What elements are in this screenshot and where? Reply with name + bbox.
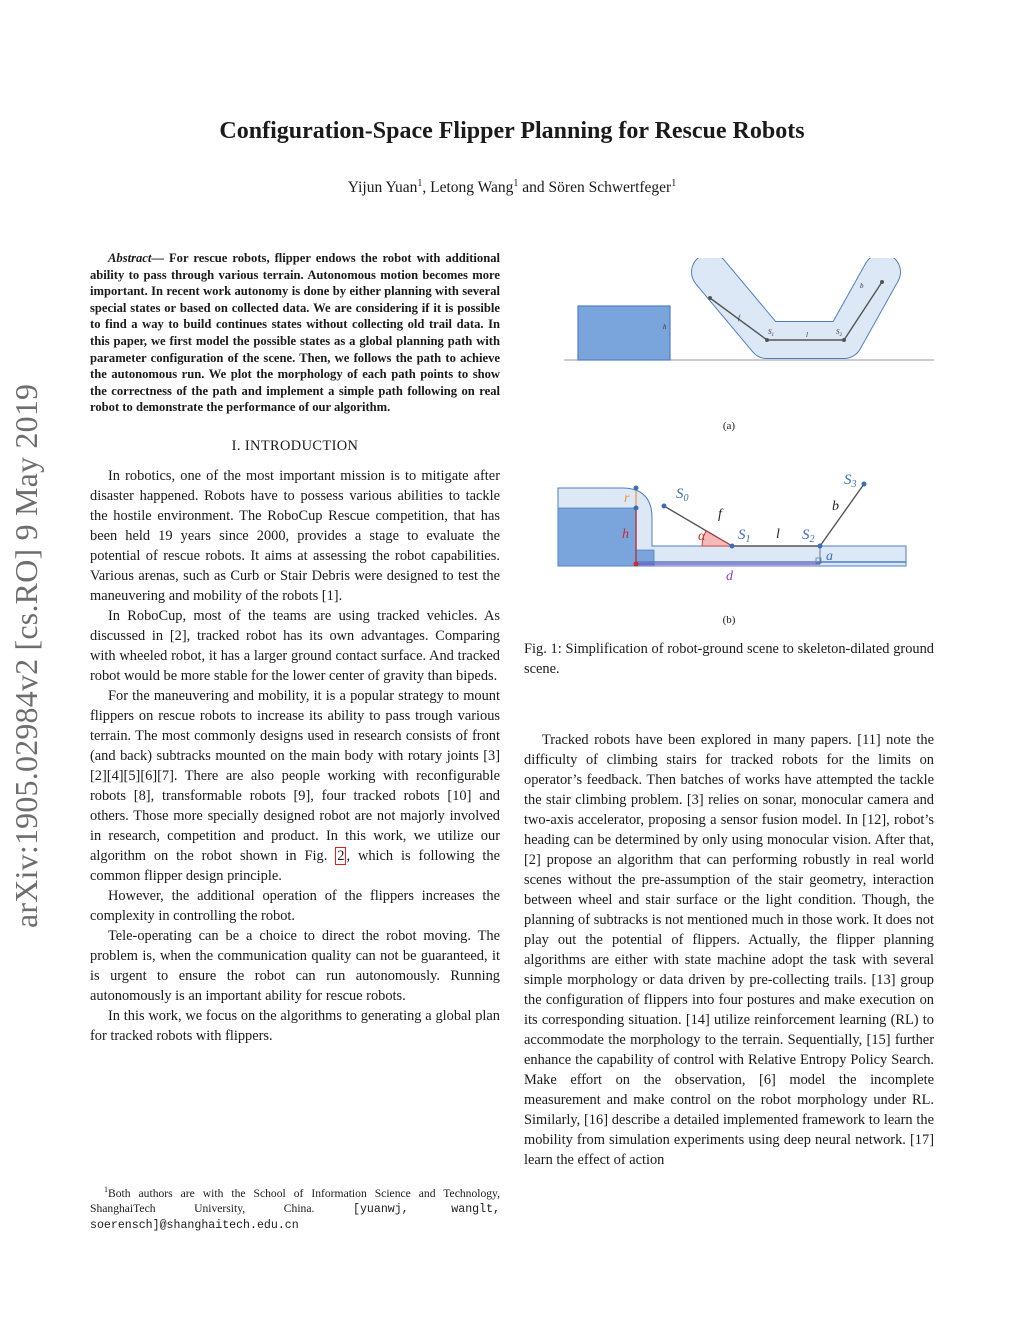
label-r: r xyxy=(624,491,630,506)
point-s0 xyxy=(662,504,667,509)
joint-s1 xyxy=(765,338,769,342)
author-sep: , xyxy=(422,179,431,197)
point xyxy=(634,562,639,567)
author-list xyxy=(0,178,1024,197)
obstacle-block xyxy=(578,306,670,360)
label-s2: $S_2$ xyxy=(836,328,842,338)
point-s1 xyxy=(730,544,735,549)
point xyxy=(634,506,639,511)
figure-caption: Fig. 1: Simplification of robot-ground scene to skeleton-dilated ground scene. xyxy=(524,641,934,677)
paper-title: Configuration-Space Flipper Planning for Rescue Robots xyxy=(219,118,805,144)
label-s1: $S_1$ xyxy=(768,328,774,338)
point-s3 xyxy=(862,482,867,487)
label-l: l xyxy=(806,331,808,339)
author-sep: and xyxy=(518,179,549,197)
left-column xyxy=(90,250,500,1046)
footnote-text: Both authors are with the School of Information Science and Technology, ShanghaiTech University, China. xyxy=(90,1186,500,1215)
point xyxy=(634,486,639,491)
subfigure-b-label: (b) xyxy=(722,614,736,626)
author-mark: 1 xyxy=(513,178,519,189)
joint-s0 xyxy=(708,296,712,300)
abstract-label: Abstract xyxy=(108,251,152,265)
label-s0: $S_0$ xyxy=(676,486,689,504)
label-s1: $S_1$ xyxy=(738,527,751,545)
footnote-emails: [yuanwj, wanglt, soerensch]@shanghaitech.edu.cn xyxy=(90,1202,500,1232)
section-heading: I. INTRODUCTION xyxy=(231,437,359,454)
label-a: a xyxy=(826,549,833,564)
right-column xyxy=(524,730,934,1170)
label-h: h xyxy=(622,527,629,542)
subfigure-a-label: (a) xyxy=(722,420,736,432)
label-s3: $S_3$ xyxy=(844,472,857,490)
label-alpha: α xyxy=(698,529,706,544)
author-mark: 1 xyxy=(417,178,423,189)
label-l: l xyxy=(776,527,780,542)
intro-paragraph: In robotics, one of the most important mission is to mitigate after disaster happened. Robots have to possess various abilities to tackle the hostile environment. The RoboCup Rescue competition, that has been held 19 years since 2000, provides a stage to evaluate the potential of rescue robots. It aims at assessing the robot capabilities. Various arenas, such as Curb or Stair Debris were designed to test the maneuvering and mobility of the robots [1]. xyxy=(90,467,500,604)
intro-body xyxy=(90,466,500,1046)
intro-paragraph xyxy=(90,686,500,886)
footnote xyxy=(90,1182,500,1233)
flipper-b xyxy=(820,484,864,546)
figure-reference-link[interactable]: 2 xyxy=(337,847,345,864)
para-text: , which is following the common flipper design principle. xyxy=(90,847,500,884)
joint-s2 xyxy=(842,338,846,342)
label-b: b xyxy=(832,499,839,514)
author-name: Letong Wang xyxy=(430,179,514,197)
label-f: f xyxy=(738,314,740,322)
author-name: Yijun Yuan xyxy=(347,179,418,197)
footnote-mark: 1 xyxy=(104,1185,108,1194)
author-name: Sören Schwertfeger xyxy=(548,179,672,197)
label-f: f xyxy=(718,507,722,522)
joint-s3 xyxy=(880,280,884,284)
intro-paragraph: In RoboCup, most of the teams are using tracked vehicles. As discussed in [2], tracked robot has its own advantages. Comparing with wheeled robot, it has a larger ground contact surface. And tracked robot would be more stable for the lower center of gravity than bipeds. xyxy=(90,607,500,684)
label-b: b xyxy=(860,282,864,290)
point-s2 xyxy=(818,544,823,549)
intro-paragraph: However, the additional operation of the flippers increases the complexity in controlling the robot. xyxy=(90,887,500,924)
related-work-paragraph: Tracked robots have been explored in many papers. [11] note the difficulty of climbing stairs for tracked robots for the limits on operator’s feedback. Then batches of works have attempted the tackle the stair climbing problem. [3] relies on sonar, monocular camera and two-axis accelerator, proposing a sensor fusion model. In [12], robot’s heading can be determined by only using monocular vision. After that, [2] propose an algorithm that can performing robustly in real world scenes without the pre-assumption of the stair geometry, interaction between wheel and stair surface or the light condition. Though, the planning of subtracks is not mentioned much in those work. It does not play out the potential of flippers. Actually, the flipper planning algorithms are either with state machine adopt the task with several simple morphology or data driven by pre-collecting trails. [13] group the configuration of flippers into four postures and make execution on its corresponding situation. [14] utilize reinforcement learning (RL) to accommodate the morphology to the terrain. Sequentially, [15] further enhance the capability of control with Relative Entropy Policy Search. Make effort on the observation, [6] model the incomplete measurement and make control on the robot morphology under RL. Similarly, [16] describe a detailed implemented framework to learn the mobility from simulation experiments using deep neural network. [17] learn the effect of action xyxy=(524,732,934,1168)
abstract xyxy=(90,250,500,416)
intro-paragraph: In this work, we focus on the algorithms to generating a global plan for tracked robots with flippers. xyxy=(90,1007,500,1044)
label-s2: $S_2$ xyxy=(802,527,815,545)
alpha-wedge xyxy=(702,531,732,546)
intro-paragraph: Tele-operating can be a choice to direct the robot moving. The problem is, when the communication quality can not be guaranteed, it is urgent to ensure the robot can run autonomously. Running autonomously is an important ability for rescue robots. xyxy=(90,927,500,1004)
author-mark: 1 xyxy=(671,178,677,189)
arxiv-stamp: arXiv:1905.02984v2 [cs.RO] 9 May 2019 xyxy=(8,383,44,928)
figure-1a xyxy=(524,258,934,368)
label-h: h xyxy=(663,323,667,331)
para-text: For the maneuvering and mobility, it is a popular strategy to mount flippers on rescue robots to increase its ability to pass trough various terrain. The most commonly designs used in research consists of front (and back) subtracks mounted on the main body with rotary joints [3][2][4][5][6][7]. There are also people working with reconfigurable robots [8], transformable robots [9], four tracked robots [10] and others. Those more specially designed robot are not majorly involved in research, competition and product. In this work, we utilize our algorithm on the robot shown in Fig. xyxy=(90,687,500,864)
label-d: d xyxy=(726,569,733,584)
dilated-region xyxy=(710,272,882,340)
abstract-text: — For rescue robots, flipper endows the robot with additional ability to pass through various terrain. Autonomous motion becomes more important. In recent work autonomy is done by either planning with several special states or based on collected data. We are considering if it is possible to find a way to build continues states without collecting old trail data. In this paper, we first model the possible states as a global planning path with parameter configuration of the scene. Then, we follows the path to achieve the autonomous run. We plot the morphology of each path points to show the correctness of the path and implement a simple path following on real robot to demonstrate the performance of our algorithm. xyxy=(90,251,500,415)
figure-1b xyxy=(524,466,934,586)
